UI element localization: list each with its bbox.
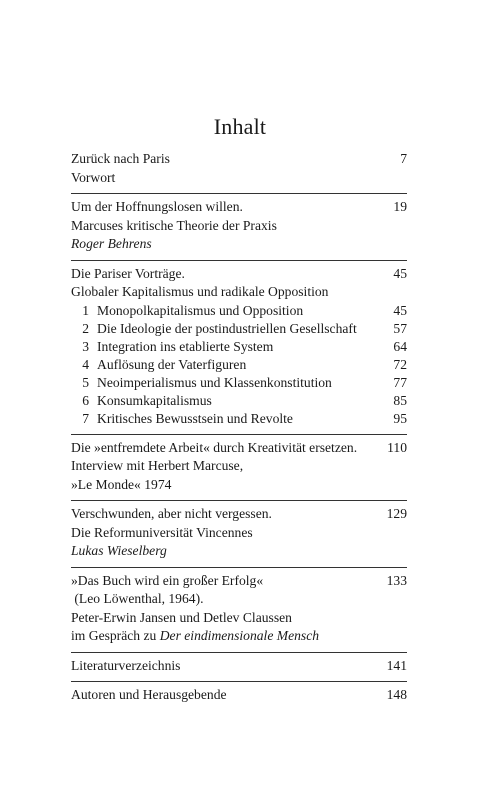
table-of-contents [71,150,407,705]
toc-entry [71,686,407,705]
entry-subtitle: Globaler Kapitalismus und radikale Opposition [71,284,329,299]
entry-title: Zurück nach Paris [71,151,170,166]
chapter-number: 7 [82,410,89,426]
toc-entry [71,198,407,254]
entry-title: Die »entfremdete Arbeit« durch Kreativität ersetzen. [71,439,358,455]
chapter-title: Auflösung der Vaterfiguren [97,356,247,372]
entry-author: Roger Behrens [71,236,152,251]
entry-title: Literaturverzeichnis [71,657,181,673]
toc-line [71,150,407,169]
chapter-item [71,410,407,428]
toc-line [71,590,407,609]
toc-line [71,235,407,254]
toc-line [71,627,407,646]
chapter-number: 1 [82,302,89,318]
toc-line [71,524,407,543]
chapter-item [71,338,407,356]
entry-subtitle: Marcuses kritische Theorie der Praxis [71,217,277,233]
page-number: 45 [393,265,407,281]
toc-line [71,657,407,676]
entry-title: Die Pariser Vorträge. [71,265,185,281]
toc-line [71,686,407,705]
page-number: 129 [386,506,407,521]
toc-entry [71,265,407,428]
entry-subtitle: Interview mit Herbert Marcuse, [71,458,244,473]
chapter-number: 5 [82,374,89,390]
page-number: 110 [387,439,407,455]
text-segment: im Gespräch zu [71,628,160,643]
chapter-number: 3 [82,338,89,354]
chapter-title: Kritisches Bewusstsein und Revolte [97,410,293,426]
toc-line [71,476,407,495]
toc-line [71,198,407,217]
toc-line [71,457,407,476]
entry-title: Um der Hoffnungslosen willen. [71,199,243,214]
toc-line [71,217,407,236]
chapter-item [71,302,407,320]
chapter-title: Monopolkapitalismus und Opposition [97,302,304,318]
toc-line [71,609,407,628]
entry-subtitle [71,627,319,646]
page-number: 148 [386,687,407,702]
entry-subtitle: »Le Monde« 1974 [71,476,172,492]
page-number: 77 [393,374,407,390]
page-number: 57 [393,320,407,336]
page-number: 95 [393,410,407,426]
section-divider [71,681,407,682]
page-number: 64 [393,338,407,354]
page-number: 45 [393,302,407,318]
entry-title: Verschwunden, aber nicht vergessen. [71,506,272,521]
page-number: 141 [386,657,407,673]
book-title: Der eindimensionale Mensch [159,628,320,643]
page-number: 133 [386,572,407,588]
chapter-number: 6 [82,392,89,408]
chapter-item [71,356,407,374]
toc-line [71,572,407,591]
chapter-item [71,392,407,410]
page-number: 72 [393,356,407,372]
page-title: Inhalt [213,114,267,139]
section-divider [71,434,407,435]
page-number: 85 [393,392,407,408]
toc-entry [71,505,407,561]
toc-line [71,265,407,284]
section-divider [71,567,407,568]
entry-author: Peter-Erwin Jansen und Detlev Claussen [71,609,292,625]
toc-entry [71,439,407,495]
chapter-title: Neoimperialismus und Klassenkonstitution [97,374,332,390]
toc-line [71,439,407,458]
chapter-title: Die Ideologie der postindustriellen Gesellschaft [97,320,357,336]
entry-title: Autoren und Herausgebende [71,687,227,702]
page-number: 7 [400,151,407,166]
entry-author: Lukas Wieselberg [71,543,167,558]
section-divider [71,500,407,501]
chapter-title: Konsumkapitalismus [97,392,212,408]
entry-subtitle: Die Reformuniversität Vincennes [71,524,253,540]
page-number: 19 [393,199,407,214]
toc-line [71,169,407,188]
toc-entry [71,150,407,187]
toc-line [71,283,407,302]
toc-line [71,505,407,524]
toc-line [71,542,407,561]
section-divider [71,652,407,653]
section-divider [71,260,407,261]
section-divider [71,193,407,194]
toc-entry [71,657,407,676]
chapter-item [71,320,407,338]
chapter-number: 2 [82,320,89,336]
entry-subtitle: Vorwort [71,169,116,185]
chapter-item [71,374,407,392]
chapter-number: 4 [82,356,89,372]
toc-entry [71,572,407,646]
chapter-title: Integration ins etablierte System [97,338,274,354]
entry-title: »Das Buch wird ein großer Erfolg« [71,572,264,588]
entry-subtitle: (Leo Löwenthal, 1964). [71,591,204,606]
